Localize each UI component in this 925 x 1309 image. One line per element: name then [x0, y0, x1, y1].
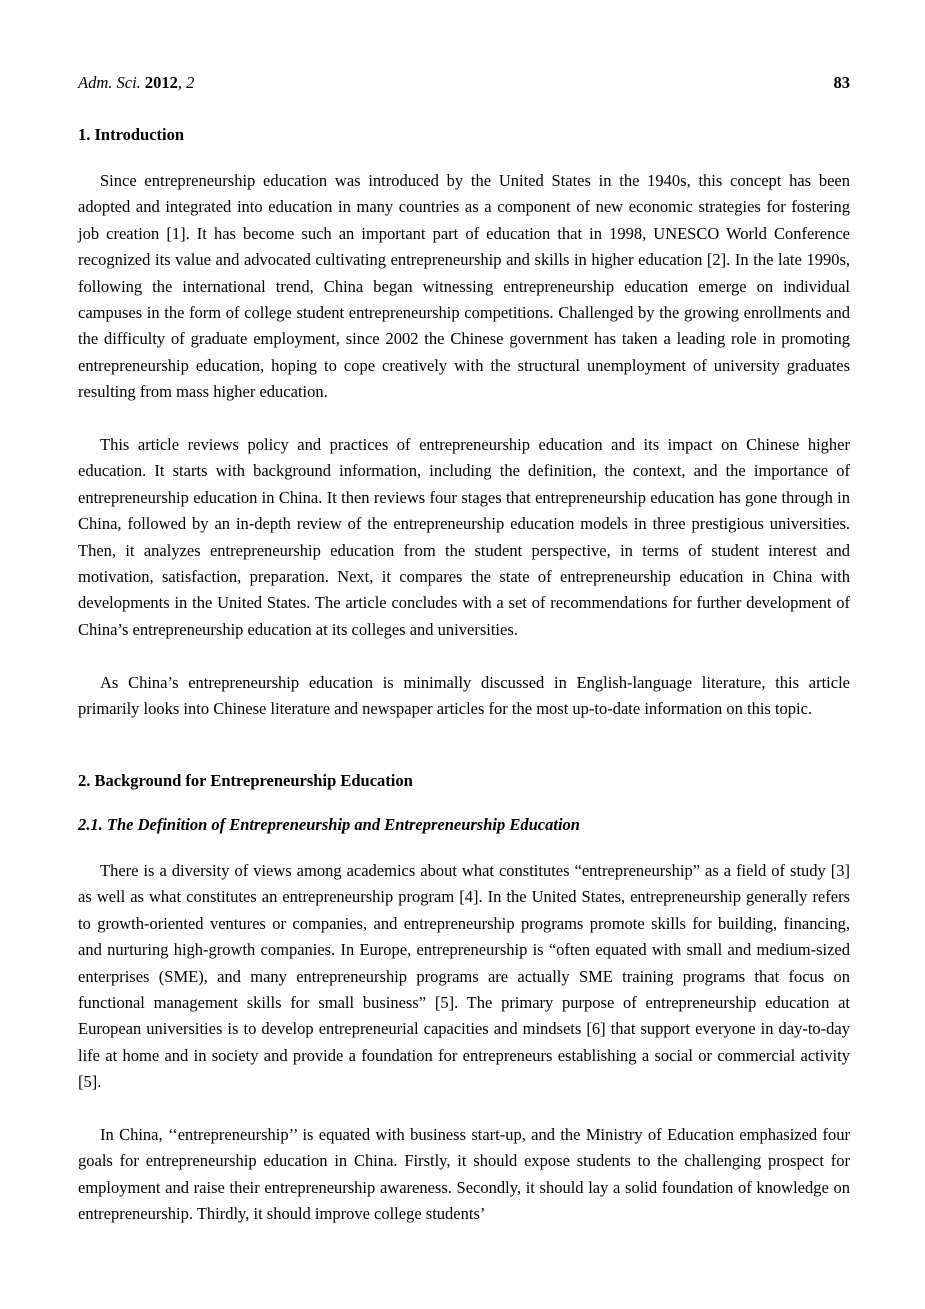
journal-name: Adm. Sci.	[78, 73, 141, 92]
year: 2012	[144, 73, 178, 92]
section-heading-background: 2. Background for Entrepreneurship Education	[78, 771, 413, 790]
paragraph: As China’s entrepreneurship education is minimally discussed in English-language literature, this article primarily looks into Chinese literature and newspaper articles for the most up-to-date information on this topic.	[78, 673, 850, 719]
paragraph: Since entrepreneurship education was introduced by the United States in the 1940s, this concept has been adopted and integrated into education in many countries as a component of new economic strategies for fostering job creation [1]. It has become such an important part of education that in 1998, UNESCO World Conference recognized its value and advocated cultivating entrepreneurship and skills in higher education [2]. In the late 1990s, following the international trend, China began witnessing entrepreneurship education emerge on individual campuses in the form of college student entrepreneurship competitions. Challenged by the growing enrollments and the difficulty of graduate employment, since 2002 the Chinese government has taken a leading role in promoting entrepreneurship education, hoping to cope creatively with the structural unemployment of university graduates resulting from mass higher education.	[78, 171, 850, 402]
running-header	[78, 73, 850, 95]
citation-separator: ,	[177, 73, 187, 92]
subsection-heading-definition: 2.1. The Definition of Entrepreneurship and Entrepreneurship Education	[78, 815, 580, 834]
volume: 2	[186, 73, 195, 92]
page-number: 83	[833, 73, 850, 92]
paragraph: There is a diversity of views among academics about what constitutes “entrepreneurship” as a field of study [3] as well as what constitutes an entrepreneurship program [4]. In the United States, entrepreneurship generally refers to growth-oriented ventures or companies, and entrepreneurship programs promote skills for building, financing, and nurturing high-growth companies. In Europe, entrepreneurship is “often equated with small and medium-sized enterprises (SME), and many entrepreneurship programs are actually SME training programs that focus on functional management skills for small business” [5]. The primary purpose of entrepreneurship education at European universities is to develop entrepreneurial capacities and mindsets [6] that support everyone in day-to-day life at home and in society and provide a foundation for entrepreneurs establishing a social or commercial activity [5].	[78, 861, 850, 1092]
paragraph: This article reviews policy and practices of entrepreneurship education and its impact on Chinese higher education. It starts with background information, including the definition, the context, and the importance of entrepreneurship education in China. It then reviews four stages that entrepreneurship education has gone through in China, followed by an in-depth review of the entrepreneurship education models in three prestigious universities. Then, it analyzes entrepreneurship education from the student perspective, in terms of student interest and motivation, satisfaction, preparation. Next, it compares the state of entrepreneurship education in China with developments in the United States. The article concludes with a set of recommendations for further development of China’s entrepreneurship education at its colleges and universities.	[78, 435, 850, 639]
section-heading-introduction: 1. Introduction	[78, 125, 185, 144]
paragraph: In China, ‘‘entrepreneurship’’ is equated with business start-up, and the Ministry of Education emphasized four goals for entrepreneurship education in China. Firstly, it should expose students to the challenging prospect for employment and raise their entrepreneurship awareness. Secondly, it should lay a solid foundation of knowledge on entrepreneurship. Thirdly, it should improve college students’	[78, 1125, 850, 1224]
